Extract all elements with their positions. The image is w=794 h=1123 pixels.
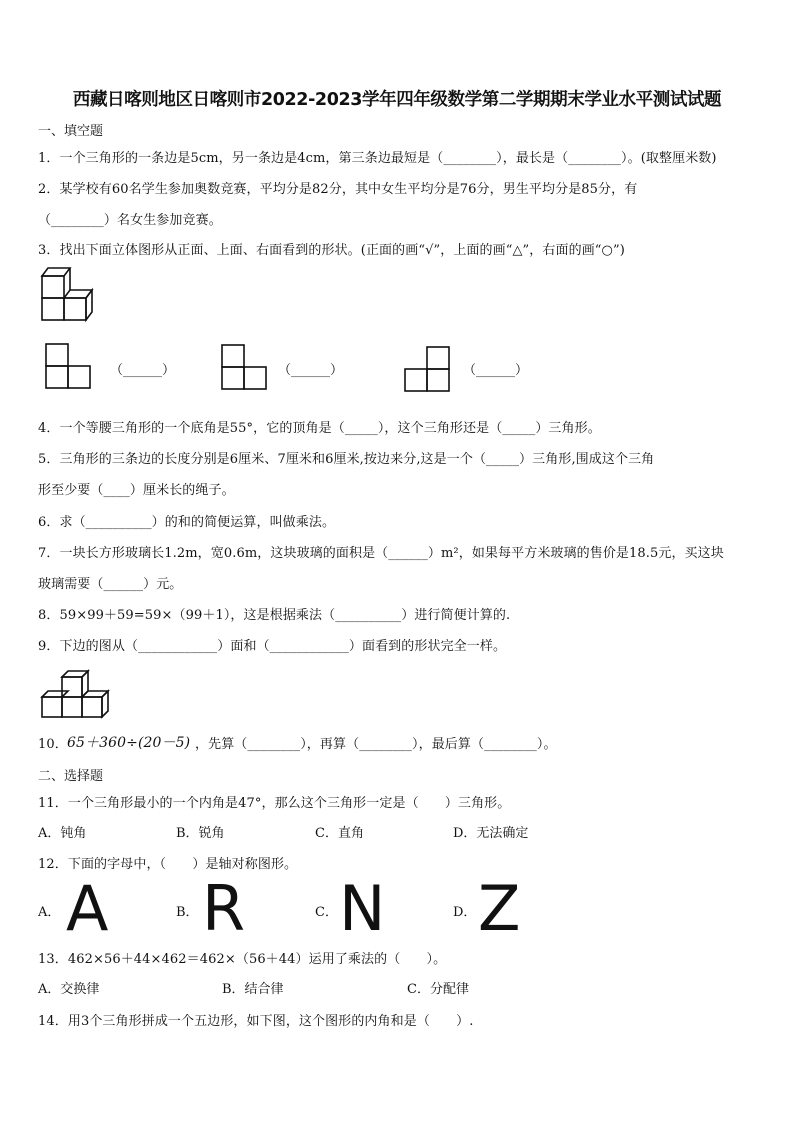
question-3: 3．找出下面立体图形从正面、上面、右面看到的形状。(正面的画“√”，上面的画“△”，右面的画“○”) <box>38 243 625 258</box>
q3-answer-blank-2[interactable]: （______） <box>278 363 344 378</box>
question-2-line-1: 2．某学校有60名学生参加奥数竞赛，平均分是82分，其中女生平均分是76分，男生平均分是85分，有 <box>38 182 638 197</box>
question-5-line-2: 形至少要（____）厘米长的绳子。 <box>38 483 235 498</box>
q12-option-d-label[interactable]: D． <box>453 905 477 920</box>
question-1: 1．一个三角形的一条边是5cm，另一条边是4cm，第三条边最短是（________），最长是（________）。(取整厘米数) <box>38 151 717 166</box>
q13-option-b[interactable]: B．结合律 <box>222 982 284 997</box>
q3-view-shape-3 <box>404 346 452 393</box>
question-7-line-2: 玻璃需要（______）元。 <box>38 577 183 592</box>
question-10-text: ，先算（________），再算（________），最后算（________）。 <box>195 737 557 752</box>
q3-view-shape-1 <box>45 343 93 390</box>
question-14: 14．用3个三角形拼成一个五边形，如下图，这个图形的内角和是（ ）. <box>38 1014 474 1029</box>
q3-view-shape-2 <box>221 344 269 391</box>
question-7-line-1: 7．一块长方形玻璃长1.2m，宽0.6m，这块玻璃的面积是（______）m²，如果每平方米玻璃的售价是18.5元，买这块 <box>38 546 724 561</box>
question-10-number: 10． <box>38 737 68 752</box>
page-title: 西藏日喀则地区日喀则市2022-2023学年四年级数学第二学期期末学业水平测试试题 <box>72 90 722 110</box>
q11-option-a[interactable]: A．钝角 <box>38 826 87 841</box>
question-6: 6．求（__________）的和的简便运算，叫做乘法。 <box>38 515 336 530</box>
q11-option-c[interactable]: C．直角 <box>315 826 364 841</box>
q3-answer-blank-1[interactable]: （______） <box>110 363 176 378</box>
q12-option-b-label[interactable]: B． <box>176 905 199 920</box>
q9-cube-figure <box>40 667 110 721</box>
q12-option-c-label[interactable]: C． <box>315 905 338 920</box>
question-9: 9．下边的图从（____________）面和（____________）面看到的形状完全一样。 <box>38 639 507 654</box>
question-4: 4．一个等腰三角形的一个底角是55°，它的顶角是（_____），这个三角形还是（_____）三角形。 <box>38 421 601 436</box>
q12-letter-z: Z <box>478 872 521 945</box>
question-12: 12．下面的字母中，（ ）是轴对称图形。 <box>38 857 298 872</box>
q12-letter-r: R <box>202 872 246 945</box>
question-13: 13．462×56＋44×462＝462×（56＋44）运用了乘法的（ ）。 <box>38 952 447 967</box>
q11-option-d[interactable]: D．无法确定 <box>453 826 529 841</box>
question-11: 11．一个三角形最小的一个内角是47°，那么这个三角形一定是（ ）三角形。 <box>38 796 511 811</box>
q12-letter-n: N <box>339 872 386 945</box>
q3-cube-figure <box>40 266 102 322</box>
q12-letter-a: A <box>66 872 109 945</box>
q3-answer-blank-3[interactable]: （______） <box>463 363 529 378</box>
question-5-line-1: 5．三角形的三条边的长度分别是6厘米、7厘米和6厘米,按边来分,这是一个（_____）三角形,围成这个三角 <box>38 452 655 467</box>
q12-option-a-label[interactable]: A． <box>38 905 61 920</box>
question-8: 8．59×99＋59=59×（99＋1），这是根据乘法（__________）进行简便计算的. <box>38 608 511 623</box>
q13-option-c[interactable]: C．分配律 <box>407 982 469 997</box>
q13-option-a[interactable]: A．交换律 <box>38 982 100 997</box>
q11-option-b[interactable]: B．锐角 <box>176 826 225 841</box>
question-2-line-2: （________）名女生参加竞赛。 <box>38 213 222 228</box>
question-10-expression: 65＋360÷(20－5) <box>67 735 191 751</box>
section-heading-fill-blank: 一、填空题 <box>38 124 104 139</box>
section-heading-choice: 二、选择题 <box>38 769 104 784</box>
